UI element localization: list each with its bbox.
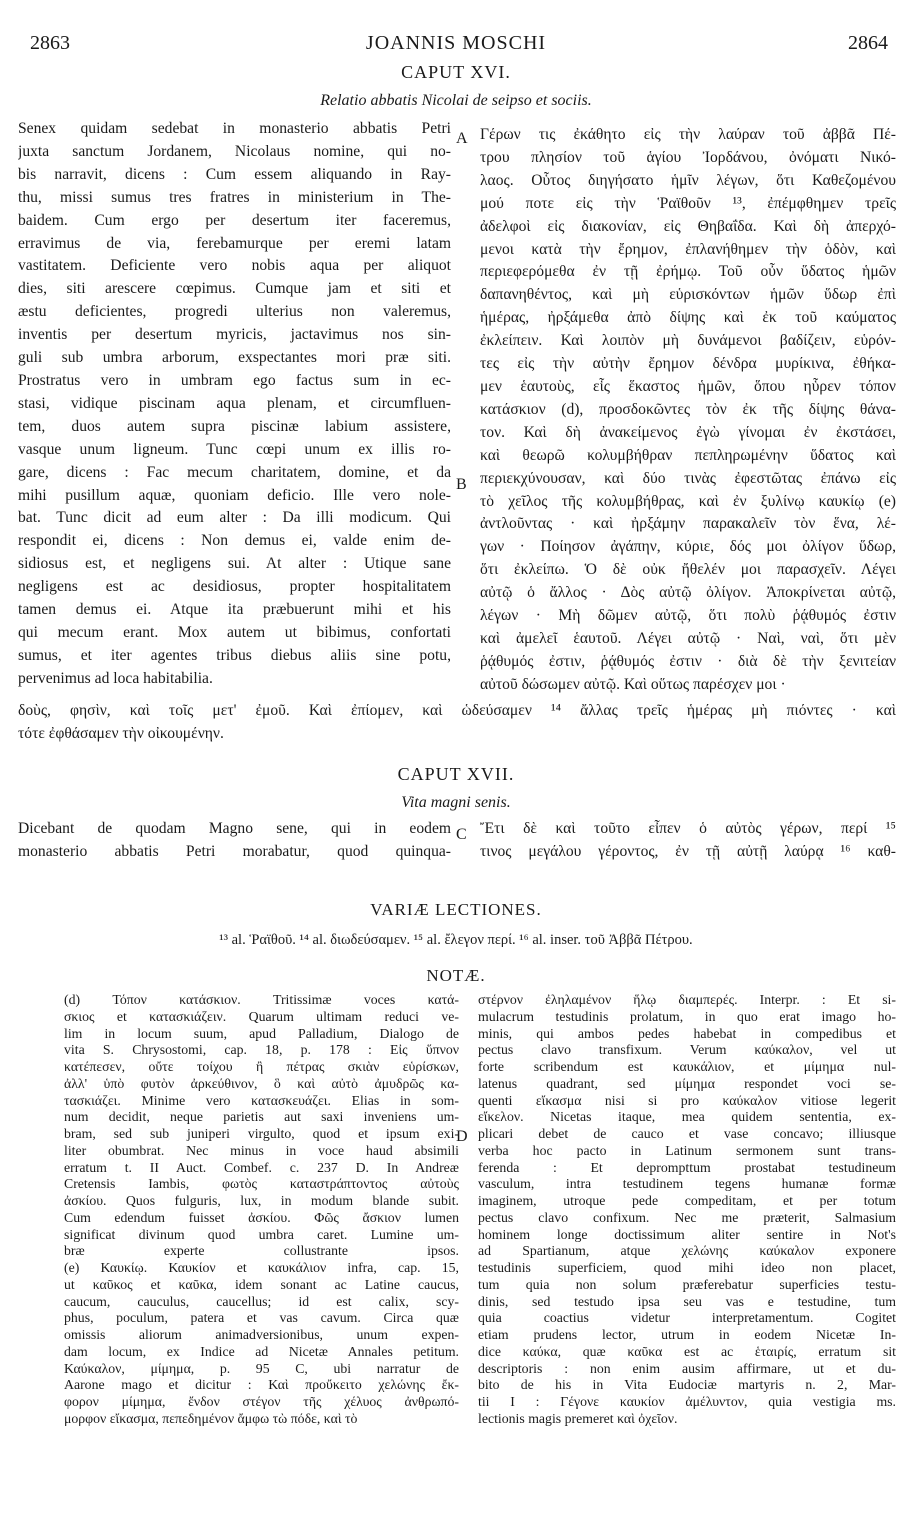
note-line: σκιος et κατασκιάζειν. Quarum ultimam reduci ve- [64,1008,459,1024]
greek-line: γων · Ποίησον ἀγάπην, κύριε, δός μοι ὀλίγον ὕδωρ, [480,538,896,556]
note-line: verba hoc pacto in Latinum sermonem sunt trans- [478,1142,896,1158]
greek-line: ἀντλοῦντας · καὶ ἠρξάμην παρακαλεῖν τὸν ἕνα, λέ- [480,515,896,533]
note-line: significat divinum quod umbra caret. Lumine um- [64,1226,459,1242]
note-line: tum quia non solum præferebatur superficies testu- [478,1276,896,1292]
latin-line: tamen demus ei. Atque ita præbuerunt mihi et his [18,601,451,619]
note-line: dinis, sed testudo ipsa seu vas e testudine, tum [478,1293,896,1309]
note-line: τασκιάζει. Minime vero κατασκευάζει. Elias in som- [64,1092,459,1108]
note-line: pectus clavo transfixum. Verum καύκαλον, vel ut [478,1042,896,1058]
latin-line: guli sub umbra arborum, exspectantes mori præ siti. [18,349,451,367]
latin-line: respondit ei, dicens : Non demus ei, valde enim de- [18,532,451,550]
greek-line: αὐτοῦ δώσωμεν αὐτῷ. Καὶ οὕτως παρέσχεν μοι · [480,675,786,693]
greek-line: Γέρων τις ἐκάθητο εἰς τὴν λαύραν τοῦ ἀββᾶ Πέ- [480,126,896,143]
note-line: Cretensis Iambis, φωτὸς καταστράπτοντος αὐτοὺς [64,1176,459,1192]
note-line: μορφον εἴκασμα, πεπεδημένον ἄμφω τὼ πόδε, καὶ τὸ [64,1410,358,1426]
chapter-16-heading: CAPUT XVI. [401,62,511,82]
latin-line: pervenimus ad loca habitabilia. [18,669,213,687]
chapter-16-greek-text [480,124,896,697]
chapter-16-latin-text [18,118,451,691]
greek-line: ὅτι ἐκλείπω. Ὁ δὲ οὐκ ἤθελέν μοι παρασχεῖν. Λέγει [480,561,896,579]
running-header [0,32,912,56]
greek-line: καὶ θεωρῶ κολυμβήθραν πεπληρωμένην ὕδατος καὶ [480,446,896,464]
note-line: forte scribendum est καυκάλιον, et μίμημα nul- [478,1059,896,1074]
note-line: tii I : Γέγονε καυκίον ἀμέλυντον, quia vestigia ms. [478,1394,896,1409]
margin-letter-a: A [456,130,468,147]
note-line: bram, sed sub juniperi virgulto, quod et ipsum exi- [64,1126,459,1141]
latin-line: baidem. Cum ergo per desertum iter faceremus, [18,211,451,229]
column-number-right: 2864 [848,32,888,54]
latin-line: dies, siti arescere cœpimus. Cumque jam et siti et [18,280,451,298]
greek-line: μεν ἑαυτοὺς, εἷς ἕκαστος ἡμῶν, ὅπου ηὗρεν τόπον [480,377,896,395]
note-line: dice καύκα, quæ καῦκα est ac ἑταιρίς, erratum sit [478,1343,896,1359]
greek-line: δαπανηθέντος, καὶ μὴ εὑρισκόντων ἡμῶν ὕδωρ ἐπὶ [480,286,896,304]
latin-line: negligens est ac desidiosus, propter hospitalitatem [18,578,451,596]
latin-line: Dicebant de quodam Magno sene, qui in eodem [18,820,451,837]
running-title: JOANNIS MOSCHI [365,32,547,54]
note-line: vasculum, intra testudinem tegens humanæ formæ [478,1176,896,1192]
note-line: Aarone mago et dicitur : Καὶ προὔκειτο χελώνης ἔκ- [64,1377,459,1393]
greek-line: ἐκλείπειν. Καὶ λοιπὸν μὴ δυνάμενοι βαδίζειν, εὑρόν- [480,332,896,350]
note-line: plicari debet de cauco et vase concavo; illiusque [478,1126,896,1141]
margin-letter-b: B [456,476,467,493]
greek-line: ῥᾴθυμός ἐστιν, ῥᾴθυμός ἐστιν · διὰ δὲ τὴν ξενιτείαν [480,652,896,670]
chapter-17-heading: CAPUT XVII. [397,764,515,784]
note-line: εἴκελον. Nicetas itaque, mea quidem sententia, ex- [478,1109,896,1125]
greek-line: τες εἰς τὴν αὐτὴν ἔρημον δένδρα μυρίκινα, ἐθήκα- [480,355,896,373]
latin-line: mihi pusillum aquæ, quoniam deficio. Ille vero nole- [18,486,451,504]
greek-line: περιεφερόμεθα ἐν τῇ ἐρήμῳ. Τοῦ οὖν ὕδατος ἡμῶν [480,263,896,281]
greek-line: τινος μεγάλου γέροντος, ἐν τῇ αὐτῇ λαύρᾳ ¹⁶ καθ- [480,842,896,860]
latin-line: Senex quidam sedebat in monasterio abbatis Petri [18,120,451,137]
greek-line: μενοι κατὰ τὴν ἔρημον, ἐπλανήθημεν τὴν ὁδὸν, καὶ [480,240,896,258]
note-line: omissis aliorum animadversionibus, unum expen- [64,1327,459,1342]
notes-left-column [64,992,459,1428]
chapter-17-latin-text [18,818,451,864]
note-line: hominem longe doctissimum aliter sentire in Not's [478,1226,896,1242]
chapter-17-greek-text [480,818,896,864]
latin-line: bis narravit, dicens : Cum essem aliquando in Ray- [18,165,451,183]
note-line: dam locum, ex Indice ad Nicetæ Annales petitum. [64,1343,459,1359]
note-line: testudinis superficiem, quod mihi ideo non placet, [478,1260,896,1275]
note-line: phus, poculum, patera et vas cavum. Circa quæ [64,1310,459,1326]
margin-letter-d: D [456,1128,468,1145]
latin-line: sumus, et iter agentes tribus diebus aliis sine potu, [18,646,451,664]
note-line: ferenda : Et deprompttum prostabat testudineum [478,1159,896,1175]
chapter-17-subtitle: Vita magni senis. [401,794,511,811]
note-line: quenti εἴκασμα nisi si pro καύκαλον vitiose legerit [478,1092,896,1108]
note-line: Καύκαλον, μίμημα, p. 95 C, ubi narratur de [64,1360,459,1376]
greek-line: κατάσκιον (d), προσδοκῶντες τὸν ἐκ τῆς δίψης θάνα- [480,400,896,418]
note-line: num decidit, neque parietis aut saxi inveniens um- [64,1109,459,1125]
greek-line: ἡμέρας, ἠρξάμεθα ἀπὸ δίψης καὶ ἐκ τοῦ καύματος [480,309,896,327]
note-line: vita S. Chrysostomi, cap. 18, p. 178 : Εἰς ὕπνον [64,1042,459,1058]
greek-line: λαος. Οὗτος διηγήσατο ἡμῖν λέγων, ὅτι Καθεζομένου [480,171,896,189]
note-line: bræ experte collustrante ipsos. [64,1243,459,1259]
latin-line: bat. Tunc dicit ad eum alter : Da illi modicum. Qui [18,509,451,527]
latin-line: qui mecum erant. Mox autem ut bibimus, confortati [18,623,451,641]
note-line: descriptoris : non enim ausim affirmare, ut et du- [478,1360,896,1376]
greek-line: αὐτῷ ὁ ἄλλος · Δὸς αὐτῷ ὀλίγον. Ἀποκρίνεται αὐτῷ, [480,584,896,602]
column-number-left: 2863 [30,32,70,54]
notes-right-column [478,992,896,1428]
note-line: φορον μίμημα, ἔνδον στέγον τῆς χέλυος ἀνθρωπό- [64,1394,459,1409]
latin-line: juxta sanctum Jordanem, Nicolaus nomine, qui no- [18,142,451,160]
latin-line: Prostratus vero in umbram ego factus sum in ec- [18,371,451,389]
note-line: caucum, cauculus, caucellus; id est calix, scy- [64,1293,459,1309]
greek-line: καὶ ἀμελεῖ ἑαυτοῦ. Λέγει αὐτῷ · Ναὶ, ναὶ, ὅτι μὲν [480,629,896,647]
note-line: liter obumbrat. Nec minus in voce haud absimili [64,1142,459,1158]
latin-line: thu, missi sumus tres fratres in ministerium in The- [18,188,451,206]
note-line: imaginem, utroque pede compeditam, et per totum [478,1193,896,1208]
notae-heading: NOTÆ. [426,966,486,985]
note-line: ἀλλ' ὑπὸ φυτὸν ἀρκεύθινον, ὃ καὶ αὐτὸ ἀμυδρῶς κα- [64,1075,459,1091]
note-line: Cum edendum fuisset ἀσκίου. Φῶς ἄσκιον lumen [64,1209,459,1225]
greek-line: τότε ἐφθάσαμεν τὴν οἰκουμένην. [18,724,224,742]
note-line: mulacrum testudinis prolatum, in quo erat imago ho- [478,1008,896,1024]
latin-line: æstu deficientes, progredi ulterius non valeremus, [18,303,451,321]
latin-line: vastitatem. Deficiente vero nobis aqua per aliquot [18,257,451,275]
note-line: (e) Καυκίῳ. Καυκίον et καυκάλιον infra, cap. 15, [64,1260,459,1275]
note-line: etiam prudens lector, utrum in eodem Nicetæ In- [478,1327,896,1342]
note-line: (d) Τόπον κατάσκιον. Tritissimæ voces κατά- [64,992,459,1007]
latin-line: sidiosus est, et negligens sui. At alter : Utique sane [18,555,451,573]
greek-line: τον. Καὶ δὴ ἀνακείμενος ἐγὼ γίνομαι ἐν ἐκστάσει, [480,423,896,441]
latin-line: inventis per desertum myricis, jactavimus nos sin- [18,326,451,344]
greek-line: τὸ χεῖλος τῆς κολυμβήθρας, καὶ ἐν ξυλίνῳ καυκίῳ (e) [480,492,896,510]
variae-lectiones-line: ¹³ al. Ῥαϊθοῦ. ¹⁴ al. διωδεύσαμεν. ¹⁵ al. ἔλεγον περί. ¹⁶ al. inser. τοῦ Ἀββᾶ Πέτρου. [219,932,693,948]
note-line: bito de his in Vita Eudociæ martyris n. 2, Mar- [478,1377,896,1393]
note-line: pectus clavo confixum. Nec me præterit, Salmasium [478,1209,896,1225]
note-line: quia coactius videtur interpretamentum. Cogitet [478,1310,896,1326]
note-line: lim in locum suum, apud Palladium, Dialogo de [64,1025,459,1041]
latin-line: vasque unum ligneum. Tunc cœpi unum ex illis ro- [18,440,451,458]
greek-line: μού ποτε εἰς τὴν Ῥαϊθοῦν ¹³, ἐπέμφθημεν τρεῖς [480,194,896,212]
note-line: κατέπεσεν, οὔτε τοίχου ἢ πέτρας σκιὰν εὑρίσκων, [64,1059,459,1074]
note-line: ut καῦκος et καῦκα, idem sonant ac Latine caucus, [64,1276,459,1292]
greek-line: περιεκχύνουσαν, καὶ δύο τινὰς ἐφεστῶτας ἐπάνω εἰς [480,469,896,487]
note-line: στέρνον ἐληλαμένον ἥλῳ διαμπερές. Interpr. : Et si- [478,992,896,1007]
note-line: latenus quadrant, sed μίμημα respondet voci se- [478,1075,896,1091]
note-line: ad Spartianum, atque χελώνης καύκαλον exponere [478,1243,896,1259]
greek-line: λέγων · Μὴ δῶμεν αὐτῷ, ὅτι πολὺ ῥᾴθυμός ἐστιν [480,607,896,625]
chapter-16-subtitle: Relatio abbatis Nicolai de seipso et sociis. [320,92,592,109]
latin-line: erravimus de via, ferebamurque per eremi latam [18,234,451,252]
greek-line: Ἔτι δὲ καὶ τοῦτο εἶπεν ὁ αὐτὸς γέρων, περί ¹⁵ [480,820,896,837]
note-line: erratum t. II Auct. Combef. c. 237 D. In Andreæ [64,1159,459,1175]
note-line: lectionis magis premeret καὶ ὀχεῖον. [478,1410,678,1426]
latin-line: monasterio abbatis Petri morabatur, quod quinqua- [18,842,451,860]
note-line: minis, qui ambos pedes habebat in compedibus et [478,1025,896,1041]
greek-line: ἀδελφοὶ εἰς διακονίαν, εἰς Θηβαΐδα. Καὶ δὴ ἀπερχό- [480,217,896,235]
margin-letter-c: C [456,826,467,843]
note-line: ἀσκίου. Quos fulguris, lux, in modum blande subit. [64,1193,459,1208]
latin-line: stasi, vidique piscinam aqua plenam, et circumfluen- [18,394,451,412]
greek-line: τρου πλησίον τοῦ ἁγίου Ἰορδάνου, ὀνόματι Νικό- [480,148,896,166]
greek-line: δοὺς, φησὶν, καὶ τοῖς μετ' ἐμοῦ. Καὶ ἐπίομεν, καὶ ὡδεύσαμεν ¹⁴ ἄλλας τρεῖς ἡμέρας μὴ πιόντες · καὶ [18,702,896,719]
latin-line: gare, dicens : Fac mecum charitatem, domine, et da [18,463,451,481]
chapter-16-greek-continuation [18,700,896,746]
variae-lectiones-heading: VARIÆ LECTIONES. [370,900,542,919]
latin-line: tem, duos autem supra piscinæ labium assistere, [18,417,451,435]
